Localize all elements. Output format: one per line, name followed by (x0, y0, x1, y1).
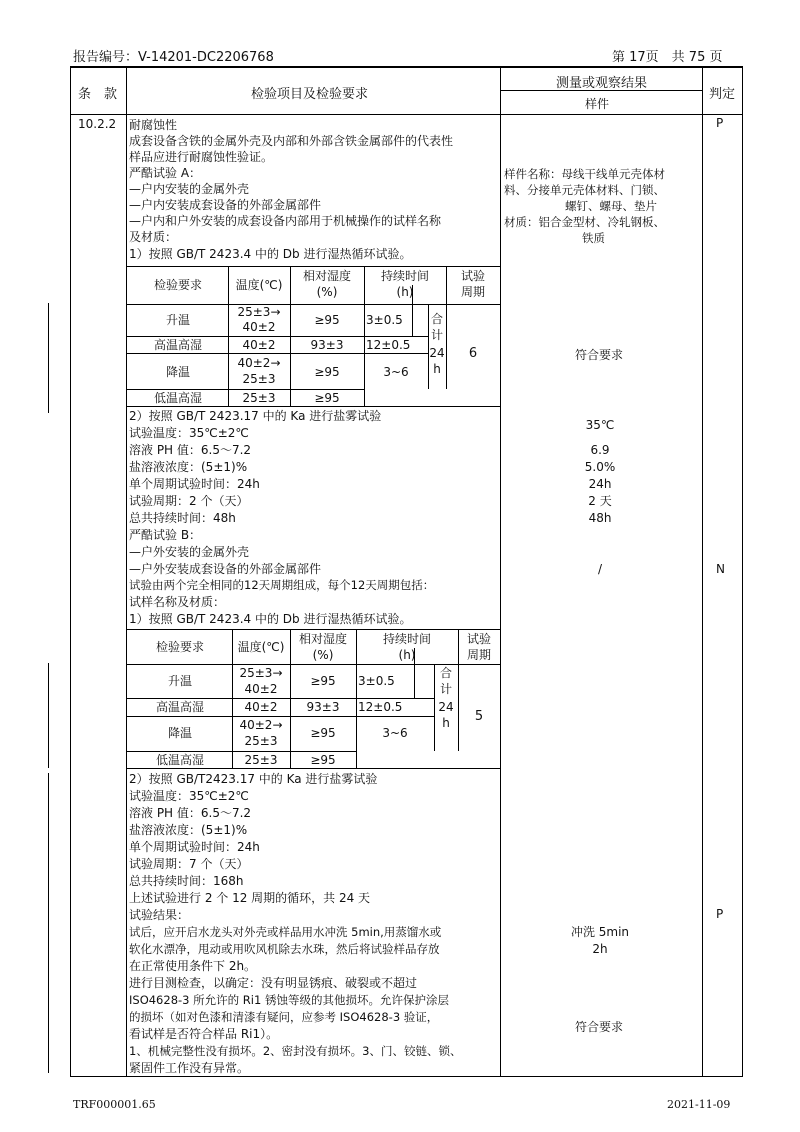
text-line: 单个周期试验时间：24h (129, 840, 260, 854)
table-cell: ≥95 (310, 674, 336, 688)
text-line: 1、机械完整性没有损坏。2、密封没有损坏。3、门、铰链、锁、 (129, 1044, 462, 1058)
text-line: 2）按照 GB/T2423.17 中的 Ka 进行盐雾试验 (129, 772, 378, 786)
text-line: 总共持续时间：48h (129, 511, 236, 525)
table-cell: 40±2→ (237, 356, 281, 370)
text-line: 试后，应开启水龙头对外壳或样品用水冲洗 5min,用蒸馏水或 (129, 925, 442, 939)
verdict-col-divider (702, 66, 703, 1077)
clause-col-divider (126, 66, 127, 1077)
table-cell: 93±3 (306, 700, 340, 714)
table-cell: 25±3→ (239, 666, 283, 680)
text-line: 的损坏（如对色漆和清漆有疑问，应参考 ISO4628-3 验证， (129, 1010, 439, 1024)
table-cell: 40±2→ (239, 718, 283, 732)
table-bottom-border (70, 1076, 743, 1077)
verdict-n: N (716, 562, 725, 576)
table-cell: 低温高湿 (153, 391, 202, 405)
text-line: 试验结果： (129, 908, 190, 922)
result-conform-final: 符合要求 (575, 1020, 624, 1034)
table-cell: 升温 (165, 313, 190, 327)
table-cell: 93±3 (310, 338, 344, 352)
total-label: 合 (430, 312, 443, 326)
text-line: 试样名称及材质： (129, 595, 226, 609)
form-date: 2021-11-09 (667, 1098, 731, 1111)
text-line: 总共持续时间：168h (129, 874, 244, 888)
sample-line: 铁质 (582, 231, 605, 245)
sample-header: 样件 (585, 97, 610, 111)
table-cell: 25±3 (242, 391, 276, 405)
verdict-header: 判定 (709, 87, 736, 102)
text-line: 2）按照 GB/T 2423.17 中的 Ka 进行盐雾试验 (129, 409, 382, 423)
cycle-count: 5 (474, 709, 484, 724)
result-value: 48h (588, 511, 612, 525)
result-header: 测量或观察结果 (556, 76, 648, 91)
table-cell: 40±2 (244, 682, 278, 696)
text-line: 紧固件工作没有异常。 (129, 1061, 250, 1075)
form-number: TRF000001.65 (73, 1098, 156, 1111)
table-cell: 3~6 (383, 365, 409, 379)
cycle-count: 6 (468, 346, 478, 361)
text-line: 进行目测检查，以确定：没有明显锈痕、破裂或不超过 (129, 976, 418, 990)
right-border (742, 66, 743, 1077)
text-line: 软化水漂净，甩动或用吹风机除去水珠，然后将试验样品存放 (129, 942, 440, 956)
text-line: 试验温度：35℃±2℃ (129, 789, 249, 803)
table-cell: 25±3→ (237, 305, 281, 319)
text-line: —户内安装的金属外壳 (129, 182, 250, 196)
text-line: 上述试验进行 2 个 12 周期的循环，共 24 天 (129, 891, 371, 905)
total-label: 计 (439, 682, 452, 696)
text-line: 成套设备含铁的金属外壳及内部和外部含铁金属部件的代表性 (129, 134, 454, 148)
text-line: ISO4628-3 所允许的 Ri1 锈蚀等级的其他损坏。允许保护涂层 (129, 993, 449, 1007)
total-label: 24 (438, 700, 454, 714)
total-label: 计 (430, 328, 443, 342)
text-line: 看试样是否符合样品 Ri1）。 (129, 1027, 279, 1041)
text-line: 单个周期试验时间：24h (129, 477, 260, 491)
table-cell: 3±0.5 (358, 674, 395, 688)
table-cell: 高温高湿 (155, 700, 204, 714)
text-line: 严酷试验 B： (129, 528, 202, 542)
text-line: —户内安装成套设备的外部金属部件 (129, 198, 322, 212)
result-value: 2 天 (588, 494, 612, 508)
result-value: 5.0% (584, 460, 616, 474)
total-label: h (442, 716, 450, 730)
sample-line: 材质：铝合金型材、冷轧钢板、 (504, 215, 665, 229)
table-cell: ≥95 (314, 365, 340, 379)
table-cell: 12±0.5 (358, 700, 403, 714)
sample-line: 螺钉、螺母、垫片 (565, 199, 657, 213)
text-line: 1）按照 GB/T 2423.4 中的 Db 进行湿热循环试验。 (129, 247, 412, 261)
text-line: 试验周期：7 个（天） (129, 857, 249, 871)
rinse-result: 冲洗 5min (570, 925, 630, 939)
text-line: 耐腐蚀性 (129, 118, 178, 132)
text-line: 严酷试验 A： (129, 166, 202, 180)
table-cell: 25±3 (244, 734, 278, 748)
table-cell: 40±2 (244, 700, 278, 714)
table-cell: 3±0.5 (366, 313, 403, 327)
not-applicable-slash: / (598, 562, 603, 576)
total-label: 合 (439, 666, 452, 680)
rinse-duration: 2h (592, 942, 608, 956)
text-line: 盐溶液浓度：(5±1)% (129, 460, 248, 474)
text-line: 溶液 PH 值：6.5～7.2 (129, 443, 252, 457)
total-label: h (433, 362, 441, 376)
result-value: 35℃ (585, 418, 615, 432)
clause-header: 条 款 (78, 87, 118, 102)
table-cell: 12±0.5 (366, 338, 411, 352)
table-cell: 25±3 (244, 753, 278, 767)
text-line: 盐溶液浓度：(5±1)% (129, 823, 248, 837)
table-cell: 25±3 (242, 372, 276, 386)
table-cell: 40±2 (242, 320, 276, 334)
verdict-p-first: P (716, 116, 724, 130)
total-label: 24 (429, 346, 445, 360)
table-cell: 升温 (167, 674, 192, 688)
text-line: 样品应进行耐腐蚀性验证。 (129, 150, 274, 164)
table-cell: 降温 (167, 726, 192, 740)
text-line: 在正常使用条件下 2h。 (129, 959, 257, 973)
left-border (70, 66, 71, 1077)
result-conform: 符合要求 (575, 348, 624, 362)
table-cell: ≥95 (314, 313, 340, 327)
text-line: 试验周期：2 个（天） (129, 494, 249, 508)
result-value: 6.9 (590, 443, 610, 457)
result-col-divider (500, 66, 501, 1077)
items-header: 检验项目及检验要求 (251, 87, 369, 102)
revision-bar (48, 773, 49, 1073)
result-value: 24h (588, 477, 612, 491)
table-cell: ≥95 (310, 726, 336, 740)
header-bottom-border (70, 114, 743, 115)
text-line: 溶液 PH 值：6.5～7.2 (129, 806, 252, 820)
sample-line: 样件名称：母线干线单元壳体材 (504, 167, 665, 181)
text-line: —户外安装的金属外壳 (129, 545, 250, 559)
table-cell: 高温高湿 (153, 338, 202, 352)
text-line: 试验温度：35℃±2℃ (129, 426, 249, 440)
sample-line: 料、分接单元壳体材料、门锁、 (504, 183, 665, 197)
table-top-border (70, 66, 743, 68)
text-line: 试验由两个完全相同的12天周期组成，每个12天周期包括： (129, 578, 435, 592)
table-cell: 降温 (165, 365, 190, 379)
revision-bar (48, 663, 49, 768)
table-cell: ≥95 (310, 753, 336, 767)
text-line: 及材质： (129, 230, 178, 244)
table-cell: 低温高湿 (155, 753, 204, 767)
text-line: 1）按照 GB/T 2423.4 中的 Db 进行湿热循环试验。 (129, 612, 412, 626)
report-number: 报告编号：V-14201-DC2206768 (73, 50, 274, 65)
table-cell: ≥95 (314, 391, 340, 405)
revision-bar (48, 303, 49, 413)
page-counter: 第 17页 共 75 页 (612, 50, 723, 65)
text-line: —户外安装成套设备的外部金属部件 (129, 562, 322, 576)
clause-number: 10.2.2 (78, 117, 117, 131)
table-cell: 40±2 (242, 338, 276, 352)
verdict-p-final: P (716, 907, 724, 921)
text-line: —户内和户外安装的成套设备内部用于机械操作的试样名称 (129, 214, 442, 228)
table-cell: 3~6 (382, 726, 408, 740)
